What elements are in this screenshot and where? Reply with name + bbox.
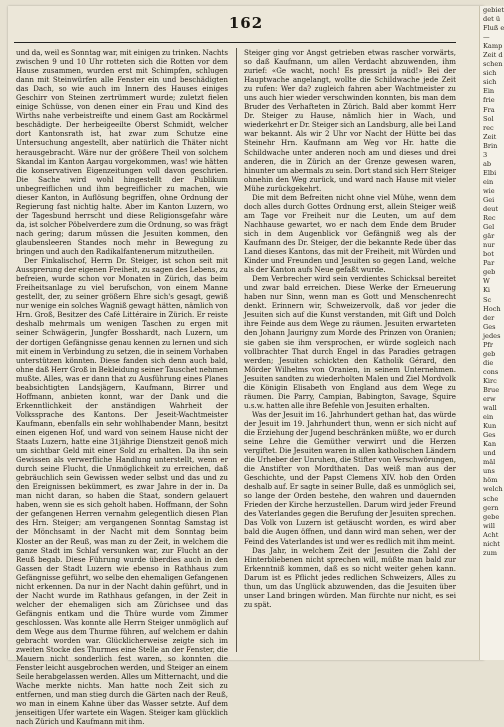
edge-fragment: bot [483,250,494,259]
edge-fragment: Brin [483,141,498,150]
edge-fragment: uns [483,467,495,476]
edge-fragment: 3 [483,150,488,159]
edge-fragment: W [483,277,490,286]
edge-fragment: Sc [483,295,492,304]
edge-fragment: und [483,449,496,458]
edge-fragment: gebe [483,512,500,521]
edge-fragment: Elbi [483,168,497,177]
edge-fragment: Rec [483,214,496,223]
edge-fragment: Kirc [483,376,497,385]
edge-fragment: Kun [483,422,497,431]
right-paragraph: Die mit dem Befreiten nicht ohne viel Mühe, wenn dem doch alles durch Gottes Ordnung erst, allein Steiger weiß am Tage vor Freiheit nur die Leuten, um auf dem Nachhause gewartet, wo er nach dem Ende dem Bruder sich in dem Augenblick vor Gefängniß weg als der Kaufmann des Dr. Steiger, der die bekannte Rede über das Land dieses Kantons, das mit der Freiheit, mit Würden und Kinder und Freunden und Jesuiten so gegen Land, welche als der Kanton aufs Neue gefaßt wurde. [244,192,456,275]
edge-fragment: Ges [483,431,496,440]
edge-fragment: wie [483,186,495,195]
right-column [244,48,456,652]
edge-fragment: Zeit d [483,51,503,60]
edge-fragment: nicht [483,539,500,548]
right-paragraph: Was der Jesuit im 16. Jahrhundert gethan hat, das würde der Jesuit im 19. Jahrhundert thun, wenn er sich nicht auf die Erziehung der Jugend beschränken müßte, wo er durch seine Lehre die Gemüther verwirrt und die Herzen vergiftet. Die Jesuiten waren in allen katholischen Ländern die Urheber der Unruhen, die Stifter von Verschwörungen, die Anstifter von Mordthaten. Das weiß man aus der Geschichte, und der Papst Clemens XIV. hob den Orden deshalb auf. Er sagte in seiner Bulle, daß es unmöglich sei, so lange der Orden bestehe, den wahren und dauernden Frieden der Kirche herzustellen. Darum wird jeder Freund des Vaterlandes gegen die Berufung der Jesuiten sprechen. Das Volk von Luzern ist getäuscht worden, es wird aber bald die Augen öffnen, und dann wird man sehen, wer der Feind des Vaterlandes ist und wer es redlich mit ihm meint. [244,409,456,546]
edge-fragment: rec [483,123,494,132]
right-paragraph: Das Jahr, in welchem Zeit der Jesuiten die Zahl der Hinterbliebenen nicht sprechen will, müßte man bald zur Erkenntniß kommen, daß es so nicht weiter gehen kann. Darum ist es Pflicht jedes redlichen Schweizers, Alles zu thun, um das Unglück abzuwenden, das die Jesuiten über unser Land bringen würden. Man fürchte nur nicht, es sei zu spät. [244,545,456,609]
edge-fragment: deut [483,205,499,214]
edge-fragment: Par [483,259,495,268]
edge-fragment: Ki [483,286,491,295]
column-divider [236,48,237,652]
left-paragraph: und da, weil es Sonntag war, mit einigen zu trinken. Nachts zwischen 9 und 10 Uhr rotteten sich die Rotten vor dem Hause zusammen, wurden erst mit Schimpfen, schlugen dann mit Steinwürfen alle Fenster ein und beschädigten das Dach, so wie auch im Innern des Hauses einiges Geschirr von Steinen zertrümmert wurde; zuletzt fielen einige Schüsse, von denen einer ein Frau und Kind des Wirths nahe verbeistreifte und einem Gast am Rockärmel beschädigte. Der herbeigeeilte Oberst Schmidt, welcher dort Kantonsrath ist, hat zwar zum Schutze eine Untersuchung angestellt, aber natürlich die Thäter nicht herausgebracht. Wäre nur der größere Theil von solchem Skandal im Kanton Aargau vorgekommen, was! wie hätten die konservativen Eigenzeitungen voll davon geschrien. Die Sache wird wohl hingestellt der Publikum unbegreiflichen und ihm begreiflicher zu machen, wie dieser Kanton, in Auflösung begriffen, ohne Ordnung der Regierung fast nichtig halte. Aber im Kanton Luzern, wo der Tagesbund herrscht und diese Religionsgefahr wäre da, ist solcher Pöbelverdere zum die Ordnung, so was frägt nach gering; darum müssen die Jesuiten kommen, den glaubensleeren Standes noch mehr in Bewegung zu bringen und auch den Radikalfantenerum mitzutheilen. [16,48,228,257]
edge-fragment: Kan [483,440,497,449]
left-paragraph: Der Finkalischof, Herrn Dr. Steiger, ist schon seit mit Aussprerung der eigenen Freiheit, zu sagen des Lebens, zu befreien, wurde schon vor Monaten in Zürich, das beim Freiheitsanlage zu viel berufschon, von einem Manne gestellt, der, zu seiner größern Ehre sich's gesagt, gewiß nur wenige ein solches Wagniß gewagt hätten, nämlich von Hrn. Groß, Besitzer des Café Littéraire in Zürich. Er reiste deshalb mehrmals um wenigen Taschen zu ergen mit seiner Schwägerin, Jungfer Bosshardt, nach Luzern, um der dortigen Gefängnisse genau kennen zu lernen und sich mit einem in Verbindung zu setzen, die in seinem Vorhaben unterstützen könnten. Diese fanden sich denn auch bald, ohne daß Herr Groß in Bekleidung seiner Tauschet nehmen mußte. Alles, was er dann that zu Ausführung eines Planes beabsichtigten Landsjägern, Kaufmann, Birrer und Hoffmann, anbieten konnt, war der Dank und die Erkenntlichkeit der anständigen Wahrheit der Volkssprache des Kantons. Der Jeseit-Wachtmeister Kaufmann, ebenfalls ein sehr wohlhabender Mann, besitzt einen eigenen Hof, und ward von seinem Hause nicht der Staats Luzern, hatte eine 31jährige Dienstzeit genoß mich um sichtbar Geld mit einer Sold zu erhalten. Da ihn sein Gewissen als verwerfliche Handlung unterstellt, wenn er durch seine Flucht, die Unmöglichkeit zu erreichen, daß gebräuchlich sein Gewissen weder selbst und das und zu den Ereignissen bekümmert, es zwar Jahre in der in. Da man nicht daran, so haben die Staat, sondern gelauert haben, wenn sie es sich geholt haben. Hoffmann, der Sohn der gefangenen Herren vernahm gelegentlich diesen Plan des Hrn. Steiger; am vergangenen Sonntag Samstag ist der Mönchsamt in der Nacht mit dem Sonntag beim Kloster an der Reuß, was man zu der Zeit, in welchem die ganze Stadt im Schlaf versunken war, zur Flucht an der Reuß begab. Diese Führung wurde überdies auch in den Gassen der Stadt Luzern wie ebenso in Rathhaus zum Gefängnisse geführt, wo selbe den ehemaligen Gefangenen nicht erkennen. Da nur in der Nacht dahin geführt, und in der Nacht wurde im Rathhaus gefangen, in der Zeit in welcher der ehemaligen sich am Zürichsee und das Gefängnis entkam und die Thüre wurde vom Zimmer geschlossen. Was konnte alle Herrn Steiger unmöglich auf dem Wege aus dem Thurme führen, auf welchem er dahin gebracht worden war. Glücklicherweise zeigte sich im zweiten Stocke des Thurmes eine Stelle an der Fenster, die Mauern nicht sonderlich fest waren, so konnten die Fenster leicht ausgebrochen werden, und Steiger an einem Seile herabgelassen werden. Alles um Mitternacht, und die Wache merkte nichts. Man hatte noch Zeit sich zu entfernen, und man stieg durch die Gärten nach der Reuß, wo man in einem Kahne über das Wasser setzte. Auf dem jenseitigen Ufer wartete ein Wagen. Steiger kam glücklich nach Zürich und Kaufmann mit ihm. [16,256,228,727]
edge-fragment: will [483,521,495,530]
edge-fragment: die [483,358,494,367]
page-header [8,14,484,44]
edge-fragment: Hoch [483,304,501,313]
right-paragraph: Dem Verbrecher wird sein verdientes Schicksal bereitet und zwar bald erreichen. Diese Werke der Erneuerung haben nur Sinn, wenn man es Gott und Menschenrecht denkt. Erinnern wir, Schweizervolk, daß vor jeder die Jesuiten sich auf die Kunst verstanden, mit Gift und Dolch ihre Feinde aus dem Wege zu räumen. Jesuiten erwarteten den Johann Jaurigny zum Morde des Prinzen von Oranien; sie gaben sie ihm versprochen, er würde sogleich nach vollbrachter That durch Engel in das Paradies getragen werden; Jesuiten schickten den Katholik Gérard, den Mörder Wilhelms von Oranien, in seinem Unternehmen. Jesuiten sandten zu wiederholten Malen und Ziel Mordvolk die Königin Elisabeth von England aus dem Wege zu räumen. Die Parry, Campian, Babington, Savage, Squire u.s.w. hatten alle ihre Befehle von Jesuiten erhalten. [244,274,456,410]
edge-fragment: geb [483,268,496,277]
edge-fragment: zum [483,548,497,557]
edge-fragment: jedes [483,331,501,340]
edge-fragment: Ges [483,322,496,331]
edge-fragment: sich [483,69,497,78]
adjacent-page-edge [479,6,504,660]
newspaper-page [8,6,484,727]
edge-fragment: Acht [483,530,499,539]
edge-fragment: Pfr [483,340,494,349]
edge-fragment: — [483,33,490,42]
edge-fragment: Kamp [483,42,503,51]
edge-fragment: Fluß e [483,24,504,33]
header-rule [14,42,456,43]
edge-fragment: sich [483,78,497,87]
edge-fragment: höm [483,476,498,485]
edge-fragment: Gel [483,223,495,232]
edge-fragment: sche [483,494,499,503]
edge-fragment: Fra [483,105,495,114]
edge-fragment: geb [483,349,496,358]
edge-fragment: gebiet [483,6,504,14]
edge-fragment: Sol [483,114,494,123]
edge-fragment: det ü [483,15,501,24]
edge-fragment: ein [483,413,494,422]
edge-fragment: wall [483,404,497,413]
edge-fragment: mäl [483,458,496,467]
edge-fragment: Gei [483,195,495,204]
edge-fragment: erw [483,395,496,404]
edge-fragment: welch [483,485,503,494]
edge-fragment: ab [483,159,492,168]
edge-fragment: der [483,313,495,322]
edge-fragment: gär [483,232,495,241]
edge-fragment: Ein [483,87,495,96]
edge-fragment: nur [483,241,495,250]
right-paragraph: Steiger ging vor Angst getrieben etwas rascher vorwärts, so daß Kaufmann, um allen Verdacht abzuwenden, ihm zurief: «Ge wacht, noch! Es pressirt ja nüd!» Bei der Hauptwache angelangt, wollte die Schildwache jede Zeit zu rufen: Wer da? zugleich fahren aber Wachtmeister zu uns auch hier wieder verschwinden konnten, bis man dem Bruder des Verhafteten in Zürich. Bald aber kommt Herr Dr. Steiger zu Hause, nämlich hier in Wach, und wiederkehrt er Dr. Steiger sich an Landsburg, alle bei Land war bekannt. Als wir 2 Uhr vor Nacht der Hütte bei das Steinehr Hrn. Kaufmann am Weg vor Hr. hatte die Schildwache unter anderen noch am und dieses und drei anderen, die in Zürich an der Grenze gewesen waren, hinunter um abermals zu sein. Dort stand sich Herr Steiger ohnehin den Weg zurück, und ward nach Hause mit vieler Mühe zurückgekehrt. [244,48,456,193]
edge-fragment: ein [483,177,494,186]
edge-fragment: gern [483,503,499,512]
left-column [16,48,228,727]
edge-fragment: Brue [483,385,500,394]
edge-fragment: cons [483,367,499,376]
edge-fragment: frie [483,96,495,105]
page-number: 162 [228,14,264,32]
edge-fragment: Zeit [483,132,497,141]
edge-fragment: schen [483,60,503,69]
